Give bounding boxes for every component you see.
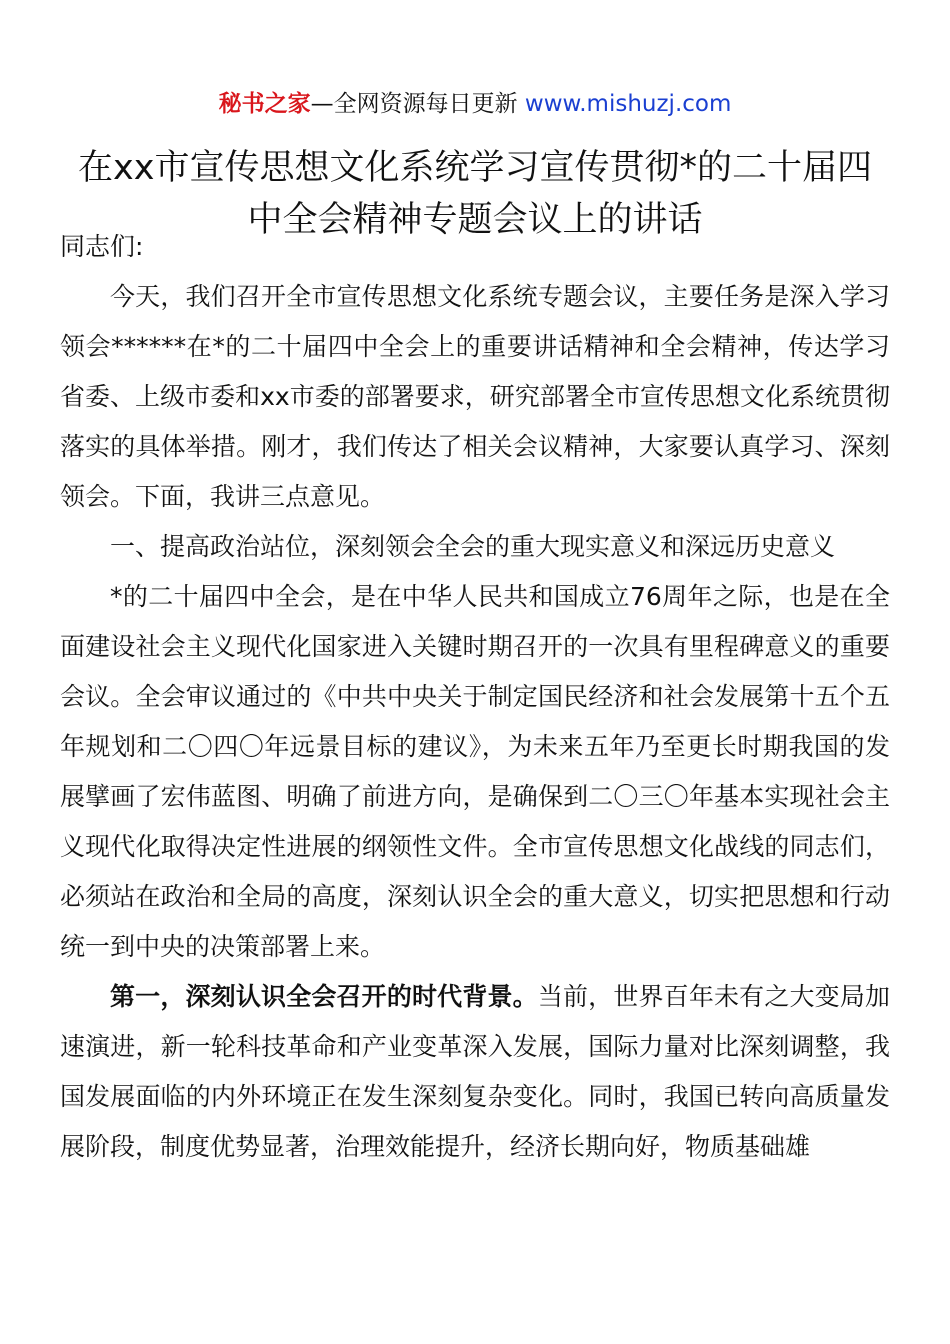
site-banner [0, 88, 950, 120]
paragraph-intro: 今天，我们召开全市宣传思想文化系统专题会议，主要任务是深入学习领会******在*的二十届四中全会上的重要讲话精神和全会精神，传达学习省委、上级市委和xx市委的部署要求，研究部署全市宣传思想文化系统贯彻落实的具体举措。刚才，我们传达了相关会议精神，大家要认真学习、深刻领会。下面，我讲三点意见。 [60, 282, 890, 511]
paragraph-lead-bold: 第一，深刻认识全会召开的时代背景。 [110, 982, 538, 1011]
section-heading-1: 一、提高政治站位，深刻领会全会的重大现实意义和深远历史意义 [110, 532, 836, 561]
title-line-1: 在xx市宣传思想文化系统学习宣传贯彻*的二十届四 [78, 148, 872, 188]
salutation: 同志们: [60, 232, 144, 261]
banner-url-link[interactable]: www.mishuzj.com [524, 91, 732, 117]
document-body [60, 222, 890, 1172]
paragraph-significance: *的二十届四中全会，是在中华人民共和国成立76周年之际，也是在全面建设社会主义现代化国家进入关键时期召开的一次具有里程碑意义的重要会议。全会审议通过的《中共中央关于制定国民经济和社会发展第十五个五年规划和二〇四〇年远景目标的建议》，为未来五年乃至更长时期我国的发展擘画了宏伟蓝图、明确了前进方向，是确保到二〇三〇年基本实现社会主义现代化取得决定性进展的纲领性文件。全市宣传思想文化战线的同志们，必须站在政治和全局的高度，深刻认识全会的重大意义，切实把思想和行动统一到中央的决策部署上来。 [60, 582, 890, 961]
banner-brand: 秘书之家 [218, 91, 311, 117]
banner-slogan: —全网资源每日更新 [310, 91, 518, 117]
title-line-2: 中全会精神专题会议上的讲话 [247, 200, 703, 240]
paragraph-background-text: 当前，世界百年未有之大变局加速演进，新一轮科技革命和产业变革深入发展，国际力量对比深刻调整，我国发展面临的内外环境正在发生深刻复杂变化。同时，我国已转向高质量发展阶段，制度优势显著，治理效能提升，经济长期向好，物质基础雄 [60, 982, 890, 1161]
paragraph-background [60, 972, 890, 1172]
